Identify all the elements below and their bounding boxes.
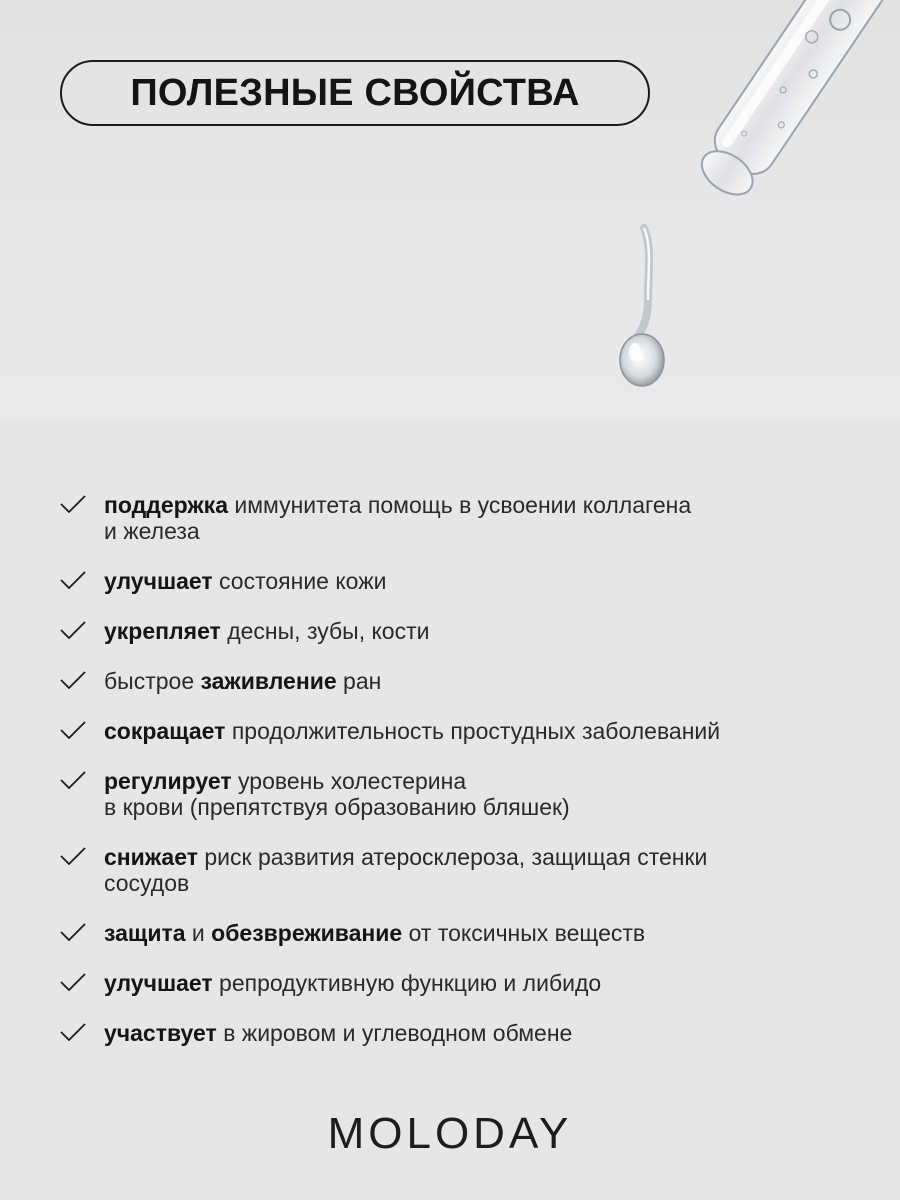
check-icon — [60, 847, 86, 865]
emphasis-text: улучшает — [104, 568, 213, 594]
body-text: иммунитета помощь в усвоении коллагена — [227, 492, 692, 518]
emphasis-text: защита — [104, 920, 186, 946]
emphasis-text: заживление — [200, 668, 337, 694]
page-title: ПОЛЕЗНЫЕ СВОЙСТВА — [130, 71, 580, 114]
body-text: риск развития атеросклероза, защищая стенки — [197, 844, 708, 870]
list-item — [60, 618, 850, 644]
body-text: быстрое — [104, 668, 201, 694]
body-text: репродуктивную функцию и либидо — [212, 970, 602, 996]
body-text: десны, зубы, кости — [220, 618, 430, 644]
benefits-list — [60, 492, 850, 1070]
list-item-text — [104, 618, 429, 644]
check-icon — [60, 923, 86, 941]
emphasis-text: поддержка — [104, 492, 228, 518]
list-item — [60, 1020, 850, 1046]
list-item — [60, 970, 850, 996]
list-item-text — [104, 768, 570, 820]
title-pill — [60, 60, 650, 126]
list-item-text — [104, 568, 386, 594]
pipette-dropper-image — [590, 0, 900, 420]
list-item-text — [104, 920, 645, 946]
emphasis-text: снижает — [104, 844, 198, 870]
emphasis-text: улучшает — [104, 970, 213, 996]
brand-name: MOLODAY — [327, 1109, 573, 1156]
check-icon — [60, 621, 86, 639]
list-item-text — [104, 492, 691, 544]
check-icon — [60, 771, 86, 789]
brand-logo — [316, 1108, 584, 1156]
check-icon — [60, 495, 86, 513]
body-text: и железа — [104, 518, 200, 544]
check-icon — [60, 671, 86, 689]
emphasis-text: обезвреживание — [211, 920, 403, 946]
emphasis-text: регулирует — [104, 768, 232, 794]
list-item — [60, 568, 850, 594]
list-item — [60, 668, 850, 694]
body-text: состояние кожи — [212, 568, 387, 594]
body-text: в крови (препятствуя образованию бляшек) — [104, 794, 570, 820]
body-text: сосудов — [104, 870, 190, 896]
list-item-text — [104, 668, 381, 694]
list-item — [60, 718, 850, 744]
check-icon — [60, 721, 86, 739]
check-icon — [60, 1023, 86, 1041]
emphasis-text: участвует — [104, 1020, 217, 1046]
check-icon — [60, 571, 86, 589]
list-item — [60, 492, 850, 544]
list-item — [60, 920, 850, 946]
body-text: в жировом и углеводном обмене — [216, 1020, 573, 1046]
list-item-text — [104, 1020, 572, 1046]
emphasis-text: укрепляет — [104, 618, 221, 644]
body-text: продолжительность простудных заболеваний — [225, 718, 721, 744]
body-text: уровень холестерина — [231, 768, 467, 794]
list-item-text — [104, 970, 601, 996]
list-item — [60, 844, 850, 896]
list-item-text — [104, 844, 707, 896]
list-item-text — [104, 718, 720, 744]
check-icon — [60, 973, 86, 991]
body-text: от токсичных веществ — [402, 920, 646, 946]
emphasis-text: сокращает — [104, 718, 226, 744]
body-text: и — [185, 920, 212, 946]
body-text: ран — [336, 668, 382, 694]
list-item — [60, 768, 850, 820]
